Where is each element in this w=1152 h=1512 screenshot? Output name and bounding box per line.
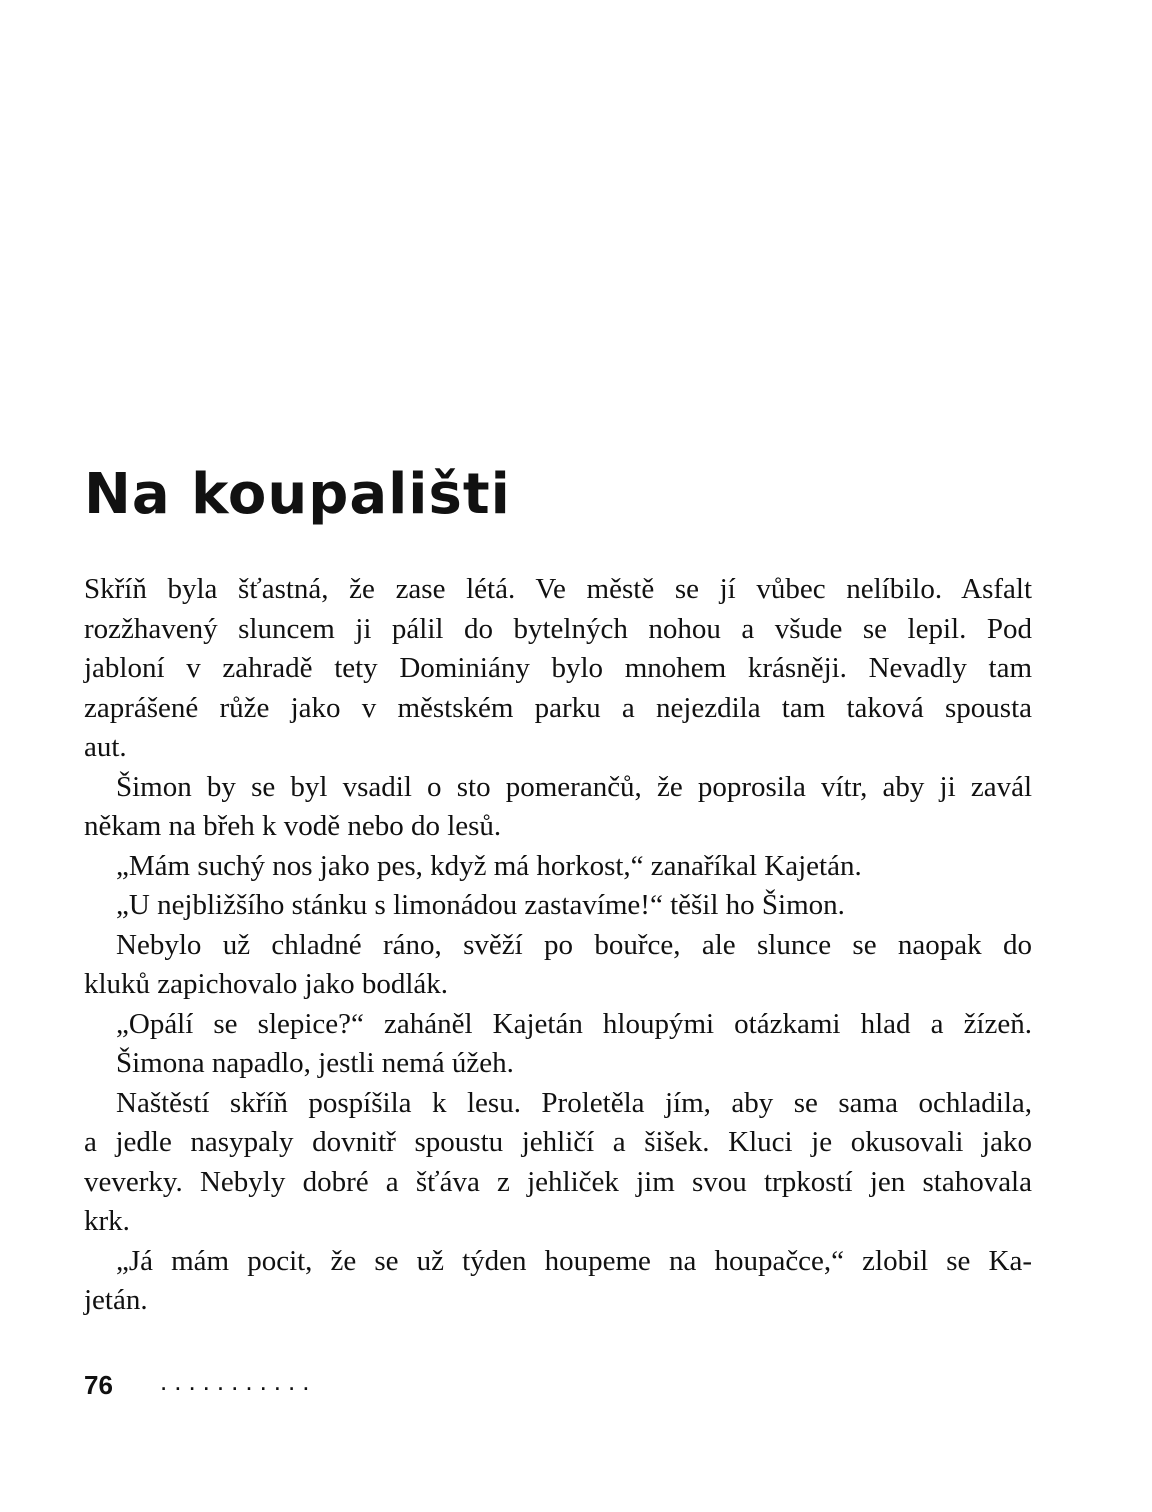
footer-dots: ........... bbox=[160, 1366, 317, 1396]
text-line: a jedle nasypaly dovnitř spoustu jehličí a šišek. Kluci je okusovali jako bbox=[84, 1126, 1032, 1158]
chapter-title: Na koupališti bbox=[84, 462, 511, 527]
text-line: Nebylo už chladné ráno, svěží po bouřce, ale slunce se naopak do bbox=[116, 928, 1032, 961]
body-text bbox=[84, 570, 1032, 1321]
text-line: veverky. Nebyly dobré a šťáva z jehliček jim svou trpkostí jen stahovala bbox=[84, 1165, 1032, 1198]
text-line: někam na břeh k vodě nebo do lesů. bbox=[84, 810, 502, 842]
text-line: jabloní v zahradě tety Dominiány bylo mnohem krásněji. Nevadly tam bbox=[84, 652, 1032, 684]
text-line: rozžhavený sluncem ji pálil do bytelných nohou a všude se lepil. Pod bbox=[84, 612, 1032, 645]
text-line: Naštěstí skříň pospíšila k lesu. Proletěla jím, aby se sama ochladila, bbox=[116, 1086, 1032, 1119]
text-line: jetán. bbox=[84, 1284, 148, 1316]
text-line: „Já mám pocit, že se už týden houpeme na houpačce,“ zlobil se Ka- bbox=[116, 1244, 1032, 1277]
text-line: kluků zapichovalo jako bodlák. bbox=[84, 968, 449, 1000]
text-line: Šimon by se byl vsadil o sto pomerančů, že poprosila vítr, aby ji zavál bbox=[116, 770, 1032, 803]
text-line: aut. bbox=[84, 731, 127, 763]
text-line: „Mám suchý nos jako pes, když má horkost,“ zanaříkal Kajetán. bbox=[116, 849, 862, 882]
text-line: krk. bbox=[84, 1205, 130, 1237]
text-line: Skříň byla šťastná, že zase létá. Ve městě se jí vůbec nelíbilo. Asfalt bbox=[84, 573, 1032, 605]
text-line: Šimona napadlo, jestli nemá úžeh. bbox=[116, 1047, 514, 1079]
text-line: „Opálí se slepice?“ zaháněl Kajetán hloupými otázkami hlad a žízeň. bbox=[116, 1007, 1032, 1040]
text-line: „U nejbližšího stánku s limonádou zastavíme!“ těšil ho Šimon. bbox=[116, 889, 845, 921]
text-line: zaprášené růže jako v městském parku a nejezdila tam taková spousta bbox=[84, 691, 1032, 724]
page-number: 76 bbox=[84, 1370, 113, 1400]
